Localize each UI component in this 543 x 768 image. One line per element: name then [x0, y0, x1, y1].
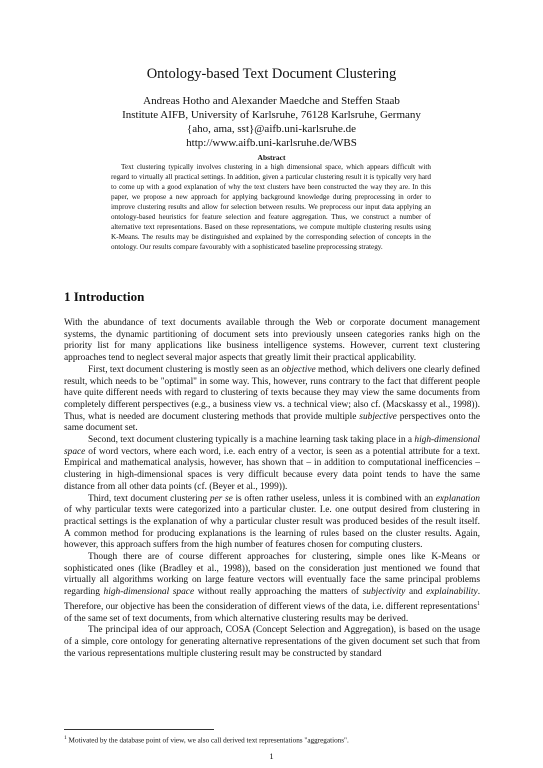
- paragraph-1: With the abundance of text documents available through the Web or corporate document management systems, the dynamic partitioning of document sets into previously unseen categories ranks high on the priority list for many applications like business intelligence systems. However, current text clustering approaches tend to neglect several major aspects that greatly limit their practical applicability.: [64, 318, 480, 364]
- paragraph-5-text-e: of the same set of text documents, from which alternative clustering results may be derived.: [64, 613, 409, 624]
- email-addresses: {aho, ama, sst}@aifb.uni-karlsruhe.de: [186, 123, 357, 135]
- paragraph-4-emphasis-per-se: per se: [209, 493, 233, 504]
- paragraph-3-emphasis: high-dimensional space: [64, 435, 480, 457]
- paragraph-2-text-c: perspectives onto the same document set.: [64, 411, 480, 434]
- paragraph-4-text-b: is often rather useless, unless it is combined with an: [232, 493, 436, 504]
- paragraph-4-text-a: Third, text document clustering: [88, 493, 210, 504]
- paragraph-2-text-b: method, which delivers one clearly defined result, which needs to be "optimal" in some way. This, however, runs contrary to the fact that different people have quite different needs with regard to clustering of texts because they may view the same documents from completely different perspectives (e.g., a business view vs. a technical view; also cf. (Macskassy et al., 1998)). Thus, what is needed are document clustering methods that provide multiple: [64, 364, 480, 422]
- abstract-text: Text clustering typically involves clustering in a high dimensional space, which appears difficult with regard to virtually all practical settings. In addition, given a particular clustering result it is typically very hard to come up with a good explanation of why the text clusters have been constructed the way they are. In this paper, we propose a new approach for applying background knowledge during preprocessing in order to improve clustering results and allow for selection between results. We preprocess our input data applying an ontology-based heuristics for feature selection and feature aggregation. Thus, we construct a number of alternative text representations. Based on these representations, we compute multiple clustering results using K-Means. The results may be distinguished and explained by the corresponding selection of concepts in the ontology. Our results compare favourably with a sophisticated baseline preprocessing strategy.: [111, 163, 431, 251]
- paragraph-5-emphasis-explainability: explainability: [426, 587, 478, 598]
- author-block: [0, 94, 543, 150]
- website-url: http://www.aifb.uni-karlsruhe.de/WBS: [186, 137, 357, 149]
- footnote-text: Motivated by the database point of view, we also call derived text representations "aggregations".: [66, 736, 349, 745]
- introduction-body: [64, 318, 480, 661]
- paragraph-5-text-c: and: [405, 587, 427, 598]
- paragraph-2-emphasis-objective: objective: [281, 364, 316, 375]
- paragraph-6: The principal idea of our approach, COSA (Concept Selection and Aggregation), is based on the usage of a simple, core ontology for generating alternative representations of the given document set such that from the various representations multiple clustering result may be constructed by standard: [64, 625, 480, 659]
- paragraph-2-emphasis-subjective: subjective: [359, 411, 397, 422]
- page-number: 1: [269, 751, 274, 761]
- paragraph-5-text-d: . Therefore, our objective has been the consideration of different views of the data, i.e. different representations: [64, 587, 481, 612]
- author-names: Andreas Hotho and Alexander Maedche and Steffen Staab: [143, 95, 400, 107]
- paragraph-5-emphasis-subjectivity: subjectivity: [362, 587, 406, 598]
- paper-title: Ontology-based Text Document Clustering: [146, 66, 397, 82]
- paragraph-2: [64, 365, 480, 435]
- paragraph-4-text-c: of why particular texts were categorized into a particular cluster. I.e. one output desired from clustering in practical settings is the explanation of why a particular cluster result was produced besides of the result itself. A common method for producing explanations is the learning of rules based on the cluster results. Again, however, this approach suffers from the high number of features chosen for computing clusters.: [64, 505, 480, 551]
- paragraph-3-text-b: of word vectors, where each word, i.e. each entry of a vector, is seen as a potential attribute for a text. Empirical and mathematical analysis, however, has shown that – in addition to computational inefficencies – clustering in high-dimensional spaces is very difficult because every data point tends to have the same distance from all other data points (cf. (Beyer et al., 1999)).: [64, 446, 480, 492]
- footnote-marker: 1: [64, 735, 67, 741]
- paragraph-5-emphasis-high-dim: high-dimensional space: [103, 587, 195, 598]
- abstract-heading: Abstract: [257, 153, 286, 162]
- footnote-divider: [64, 729, 214, 730]
- affiliation: Institute AIFB, University of Karlsruhe, 76128 Karlsruhe, Germany: [122, 109, 421, 121]
- paragraph-5-text-b: without really approaching the matters of: [194, 587, 363, 598]
- paragraph-4-emphasis-explanation: explanation: [435, 493, 480, 504]
- paragraph-4: [64, 494, 480, 553]
- section-heading-introduction: 1 Introduction: [64, 289, 145, 304]
- paragraph-3-text-a: Second, text document clustering typically is a machine learning task taking place in a: [88, 435, 415, 446]
- footnote: [64, 734, 480, 745]
- paragraph-5-text-a: Though there are of course different approaches for clustering, simple ones like K-Means or sophisticated ones (like (Bradley et al., 1998)), based on the consideration just mentioned we found that virtually all algorithms working on large feature vectors will eventually face the same principal problems regarding: [64, 552, 480, 598]
- paragraph-5: [64, 552, 480, 625]
- paragraph-3: [64, 435, 480, 494]
- paragraph-2-text-a: First, text document clustering is mostly seen as an: [88, 364, 282, 375]
- footnote-reference[interactable]: 1: [477, 600, 480, 607]
